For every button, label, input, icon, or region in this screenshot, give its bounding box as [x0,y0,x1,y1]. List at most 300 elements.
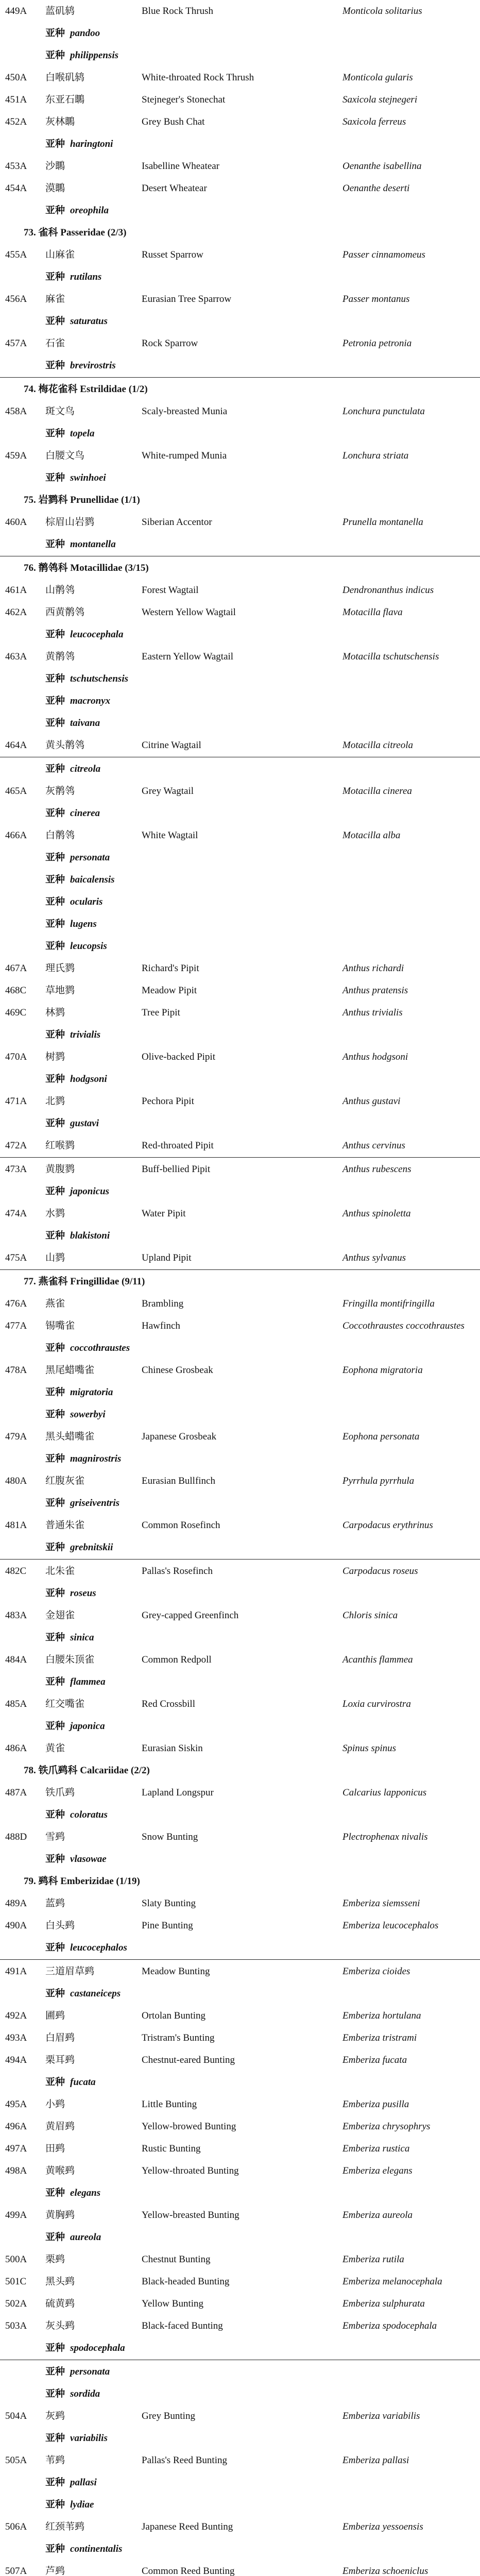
subspecies-row [0,2471,480,2494]
subspecies-name: elegans [70,2188,101,2198]
subspecies-name: castaneiceps [70,1988,121,1999]
subspecies-label: 亚种 [45,874,65,885]
species-row [0,1693,480,1715]
subspecies-entry [45,1804,108,1826]
subspecies-name: coccothraustes [70,1343,130,1353]
species-number: 482C [5,1566,27,1577]
species-row [0,2027,480,2049]
species-number: 492A [5,2010,27,2021]
subspecies-row [0,266,480,288]
species-scientific-name: Emberiza variabilis [342,2411,420,2421]
species-english-name: Desert Wheatear [142,183,207,194]
species-row [0,2160,480,2182]
species-row [0,1247,480,1269]
species-scientific-name: Carpodacus roseus [342,1566,418,1577]
subspecies-label: 亚种 [45,2388,65,2399]
species-english-name: Stejneger's Stonechat [142,94,226,105]
species-chinese-name: 水鹨 [45,1208,65,1219]
subspecies-label: 亚种 [45,673,65,684]
species-row [0,1604,480,1626]
subspecies-entry [45,1112,99,1134]
subspecies-name: japonicus [70,1186,110,1197]
subspecies-label: 亚种 [45,2232,65,2243]
species-chinese-name: 白头鹀 [45,1920,75,1931]
species-row [0,1426,480,1448]
subspecies-row [0,1937,480,1959]
species-chinese-name: 白眉鹀 [45,2032,75,2043]
species-number: 502A [5,2298,27,2309]
subspecies-entry [45,1225,110,1247]
species-chinese-name: 三道眉草鹀 [45,1966,95,1977]
species-row [0,2049,480,2071]
species-chinese-name: 黑尾蜡嘴雀 [45,1365,95,1376]
subspecies-label: 亚种 [45,2433,65,2444]
species-number: 467A [5,963,27,974]
species-row [0,2005,480,2027]
subspecies-label: 亚种 [45,1721,65,1732]
species-row [0,1090,480,1112]
subspecies-label: 亚种 [45,1498,65,1509]
subspecies-label: 亚种 [45,1186,65,1197]
species-number: 480A [5,1476,27,1486]
species-scientific-name: Emberiza pallasi [342,2455,409,2466]
species-english-name: Tree Pipit [142,1007,180,1018]
subspecies-entry [45,935,107,957]
species-english-name: Eastern Yellow Wagtail [142,651,234,662]
subspecies-entry [45,1982,121,2005]
species-number: 501C [5,2276,27,2287]
species-number: 473A [5,1164,27,1175]
subspecies-name: leucocephalos [70,1942,127,1953]
subspecies-row [0,690,480,712]
species-scientific-name: Emberiza hortulana [342,2010,421,2021]
subspecies-name: griseiventris [70,1498,120,1509]
subspecies-name: sinica [70,1632,94,1643]
species-scientific-name: Emberiza tristrami [342,2032,417,2043]
species-scientific-name: Motacilla flava [342,607,403,618]
species-chinese-name: 红交嘴雀 [45,1699,85,1709]
subspecies-name: cinerea [70,808,100,819]
subspecies-row [0,891,480,913]
species-number: 488D [5,1832,27,1842]
subspecies-row [0,1225,480,1247]
species-row [0,177,480,199]
subspecies-entry [45,266,101,288]
species-row [0,66,480,89]
species-scientific-name: Pyrrhula pyrrhula [342,1476,415,1486]
species-chinese-name: 黄胸鹀 [45,2210,75,2221]
subspecies-entry [45,891,102,913]
subspecies-row [0,1112,480,1134]
species-scientific-name: Anthus richardi [342,963,404,974]
species-english-name: Pechora Pipit [142,1096,194,1107]
species-chinese-name: 灰鹡鸰 [45,786,75,796]
subspecies-entry [45,623,123,646]
subspecies-label: 亚种 [45,472,65,483]
species-chinese-name: 西黄鹡鸰 [45,607,85,618]
subspecies-row [0,467,480,489]
species-row [0,1914,480,1937]
species-number: 468C [5,985,27,996]
species-english-name: Common Redpoll [142,1654,212,1665]
subspecies-entry [45,1024,100,1046]
species-number: 472A [5,1140,27,1151]
family-heading-text: 78. 铁爪鹀科 Calcariidae (2/2) [24,1765,150,1776]
species-chinese-name: 东亚石䳭 [45,94,85,105]
species-scientific-name: Emberiza cioides [342,1966,410,1977]
species-row [0,1359,480,1381]
family-heading [0,1870,480,1892]
species-chinese-name: 普通朱雀 [45,1520,85,1531]
species-row [0,445,480,467]
species-chinese-name: 栗耳鹀 [45,2055,75,2065]
species-chinese-name: 山麻雀 [45,249,75,260]
subspecies-row [0,354,480,377]
species-english-name: Common Rosefinch [142,1520,220,1531]
species-scientific-name: Lonchura striata [342,450,409,461]
species-row [0,2138,480,2160]
subspecies-name: flammea [70,1676,106,1687]
subspecies-entry [45,2182,100,2204]
species-scientific-name: Eophona personata [342,1431,420,1442]
species-chinese-name: 黄头鹡鸰 [45,740,85,751]
species-english-name: Pine Bunting [142,1920,193,1931]
subspecies-row [0,1848,480,1870]
subspecies-row [0,1068,480,1090]
species-english-name: Japanese Grosbeak [142,1431,217,1442]
subspecies-row [0,1982,480,2005]
subspecies-row [0,1180,480,1202]
species-row [0,2293,480,2315]
subspecies-entry [45,1403,106,1426]
species-number: 471A [5,1096,27,1107]
species-row [0,1158,480,1180]
species-number: 450A [5,72,27,83]
subspecies-row [0,1582,480,1604]
species-scientific-name: Anthus gustavi [342,1096,401,1107]
species-english-name: Common Reed Bunting [142,2566,235,2576]
species-number: 452A [5,116,27,127]
subspecies-label: 亚种 [45,28,65,39]
species-scientific-name: Emberiza melanocephala [342,2276,442,2287]
species-number: 454A [5,183,27,194]
species-scientific-name: Emberiza rutila [342,2254,404,2265]
subspecies-label: 亚种 [45,50,65,61]
species-scientific-name: Carpodacus erythrinus [342,1520,433,1531]
species-number: 459A [5,450,27,461]
subspecies-name: lydiae [70,2499,94,2510]
section-divider [0,1157,480,1158]
species-english-name: Snow Bunting [142,1832,198,1842]
subspecies-label: 亚种 [45,2077,65,2088]
subspecies-row [0,1715,480,1737]
species-scientific-name: Monticola gularis [342,72,413,83]
subspecies-name: macronyx [70,696,111,706]
subspecies-label: 亚种 [45,629,65,640]
subspecies-entry [45,2361,110,2383]
species-row [0,1202,480,1225]
subspecies-row [0,1381,480,1403]
species-scientific-name: Anthus sylvanus [342,1252,406,1263]
species-chinese-name: 黑头鹀 [45,2276,75,2287]
subspecies-label: 亚种 [45,1676,65,1687]
species-number: 465A [5,786,27,796]
species-scientific-name: Emberiza fucata [342,2055,407,2065]
species-english-name: White Wagtail [142,830,198,841]
subspecies-label: 亚种 [45,1988,65,1999]
family-heading [0,222,480,244]
subspecies-name: personata [70,2366,110,2377]
species-row [0,979,480,1002]
species-row [0,1782,480,1804]
species-scientific-name: Chloris sinica [342,1610,398,1621]
subspecies-label: 亚种 [45,919,65,929]
subspecies-label: 亚种 [45,808,65,819]
species-english-name: Rock Sparrow [142,338,198,349]
subspecies-label: 亚种 [45,1632,65,1643]
species-english-name: Scaly-breasted Munia [142,406,228,417]
subspecies-label: 亚种 [45,428,65,439]
species-scientific-name: Fringilla montifringilla [342,1298,435,1309]
species-scientific-name: Emberiza elegans [342,2165,413,2176]
species-row [0,400,480,422]
subspecies-name: fucata [70,2077,96,2088]
subspecies-name: rutilans [70,272,102,282]
species-row [0,332,480,354]
species-english-name: Yellow-breasted Bunting [142,2210,239,2221]
subspecies-name: trivialis [70,1029,101,1040]
subspecies-name: ocularis [70,896,103,907]
species-chinese-name: 北朱雀 [45,1566,75,1577]
subspecies-row [0,668,480,690]
subspecies-entry [45,133,113,155]
species-scientific-name: Calcarius lapponicus [342,1787,427,1798]
subspecies-entry [45,533,116,555]
species-number: 486A [5,1743,27,1754]
subspecies-row [0,22,480,44]
subspecies-entry [45,310,108,332]
species-english-name: Forest Wagtail [142,585,199,596]
family-heading-text: 75. 岩鹨科 Prunellidae (1/1) [24,495,140,505]
species-english-name: Eurasian Bullfinch [142,1476,215,1486]
species-number: 456A [5,294,27,304]
species-chinese-name: 白腰文鸟 [45,450,85,461]
species-number: 464A [5,740,27,751]
species-scientific-name: Dendronanthus indicus [342,585,434,596]
subspecies-entry [45,2494,94,2516]
subspecies-entry [45,2427,108,2449]
species-chinese-name: 黄眉鹀 [45,2121,75,2132]
species-chinese-name: 铁爪鹀 [45,1787,75,1798]
species-english-name: Grey Bush Chat [142,116,205,127]
species-row [0,646,480,668]
species-row [0,601,480,623]
subspecies-row [0,2383,480,2405]
subspecies-entry [45,869,115,891]
subspecies-row [0,1337,480,1359]
species-row [0,155,480,177]
species-english-name: Meadow Bunting [142,1966,210,1977]
family-heading [0,1270,480,1293]
subspecies-label: 亚种 [45,941,65,952]
species-english-name: White-throated Rock Thrush [142,72,254,83]
species-row [0,1134,480,1157]
species-number: 500A [5,2254,27,2265]
species-number: 457A [5,338,27,349]
subspecies-row [0,1671,480,1693]
species-chinese-name: 红腹灰雀 [45,1476,85,1486]
subspecies-entry [45,22,100,44]
species-scientific-name: Emberiza rustica [342,2143,410,2154]
family-heading-text: 74. 梅花雀科 Estrildidae (1/2) [24,384,148,395]
species-chinese-name: 蓝矶鸫 [45,6,75,16]
subspecies-entry [45,2337,125,2359]
species-row [0,2449,480,2471]
species-number: 451A [5,94,27,105]
subspecies-name: coloratus [70,1809,108,1820]
subspecies-name: sowerbyi [70,1409,106,1420]
species-english-name: Buff-bellied Pipit [142,1164,211,1175]
species-english-name: Little Bunting [142,2099,197,2110]
species-scientific-name: Emberiza chrysophrys [342,2121,431,2132]
subspecies-row [0,1024,480,1046]
species-english-name: Water Pipit [142,1208,186,1219]
subspecies-entry [45,758,100,780]
subspecies-label: 亚种 [45,696,65,706]
subspecies-name: hodgsoni [70,1074,107,1084]
family-heading-text: 76. 鹡鸰科 Motacillidae (3/15) [24,563,149,573]
subspecies-label: 亚种 [45,1809,65,1820]
species-english-name: Western Yellow Wagtail [142,607,236,618]
species-row [0,2248,480,2270]
subspecies-entry [45,2226,101,2248]
species-number: 485A [5,1699,27,1709]
species-row [0,1315,480,1337]
species-row [0,780,480,802]
species-number: 504A [5,2411,27,2421]
subspecies-name: haringtoni [70,139,113,149]
subspecies-label: 亚种 [45,1453,65,1464]
species-chinese-name: 树鹨 [45,1052,65,1062]
species-english-name: Hawfinch [142,1320,180,1331]
species-scientific-name: Oenanthe isabellina [342,161,422,172]
species-scientific-name: Anthus cervinus [342,1140,405,1151]
species-scientific-name: Monticola solitarius [342,6,422,16]
species-english-name: Yellow-browed Bunting [142,2121,236,2132]
species-row [0,1470,480,1492]
species-row [0,824,480,846]
species-scientific-name: Emberiza leucocephalos [342,1920,439,1931]
subspecies-name: tschutschensis [70,673,128,684]
species-english-name: White-rumped Munia [142,450,227,461]
species-chinese-name: 雪鹀 [45,1832,65,1842]
species-chinese-name: 理氏鹨 [45,963,75,974]
species-chinese-name: 白腰朱顶雀 [45,1654,95,1665]
subspecies-name: blakistoni [70,1230,110,1241]
subspecies-name: citreola [70,764,101,774]
subspecies-name: taivana [70,718,100,728]
subspecies-entry [45,1381,113,1403]
species-row [0,2115,480,2138]
subspecies-label: 亚种 [45,1230,65,1241]
subspecies-name: pallasi [70,2477,97,2488]
family-heading-text: 73. 雀科 Passeridae (2/3) [24,227,127,238]
family-heading [0,489,480,511]
subspecies-name: leucocephala [70,629,124,640]
species-english-name: Lapland Longspur [142,1787,214,1798]
species-scientific-name: Plectrophenax nivalis [342,1832,428,1842]
species-number: 475A [5,1252,27,1263]
species-number: 493A [5,2032,27,2043]
subspecies-entry [45,1536,113,1558]
subspecies-label: 亚种 [45,1029,65,1040]
family-heading [0,557,480,579]
family-heading-text: 79. 鹀科 Emberizidae (1/19) [24,1876,140,1887]
family-heading-text: 77. 燕雀科 Fringillidae (9/11) [24,1276,145,1287]
subspecies-row [0,310,480,332]
subspecies-name: variabilis [70,2433,108,2444]
species-row [0,2560,480,2576]
species-chinese-name: 黄腹鹨 [45,1164,75,1175]
species-scientific-name: Saxicola ferreus [342,116,406,127]
subspecies-name: personata [70,852,110,863]
species-english-name: Japanese Reed Bunting [142,2521,233,2532]
species-english-name: Grey-capped Greenfinch [142,1610,239,1621]
subspecies-entry [45,44,118,66]
species-english-name: Red-throated Pipit [142,1140,214,1151]
species-chinese-name: 小鹀 [45,2099,65,2110]
species-chinese-name: 白鹡鸰 [45,830,75,841]
subspecies-row [0,2071,480,2093]
species-number: 458A [5,406,27,417]
subspecies-entry [45,846,110,869]
subspecies-label: 亚种 [45,1854,65,1865]
subspecies-entry [45,802,100,824]
species-english-name: Isabelline Wheatear [142,161,220,172]
species-english-name: Brambling [142,1298,184,1309]
subspecies-entry [45,2538,122,2560]
species-chinese-name: 灰鹀 [45,2411,65,2421]
species-scientific-name: Emberiza aureola [342,2210,413,2221]
species-number: 474A [5,1208,27,1219]
subspecies-label: 亚种 [45,718,65,728]
species-scientific-name: Emberiza schoeniclus [342,2566,428,2576]
subspecies-name: sordida [70,2388,100,2399]
species-number: 506A [5,2521,27,2532]
species-scientific-name: Motacilla citreola [342,740,414,751]
subspecies-row [0,2337,480,2359]
species-number: 476A [5,1298,27,1309]
subspecies-label: 亚种 [45,1409,65,1420]
species-chinese-name: 黄鹡鸰 [45,651,75,662]
subspecies-row [0,133,480,155]
section-divider [0,1559,480,1560]
subspecies-label: 亚种 [45,205,65,216]
species-row [0,1514,480,1536]
species-number: 479A [5,1431,27,1442]
subspecies-name: pandoo [70,28,100,39]
species-chinese-name: 棕眉山岩鹨 [45,517,95,528]
subspecies-entry [45,422,95,445]
species-number: 477A [5,1320,27,1331]
species-english-name: Yellow-throated Bunting [142,2165,239,2176]
species-chinese-name: 苇鹀 [45,2455,65,2466]
subspecies-entry [45,1448,121,1470]
species-scientific-name: Emberiza sulphurata [342,2298,425,2309]
species-number: 505A [5,2455,27,2466]
species-number: 449A [5,6,27,16]
subspecies-label: 亚种 [45,1588,65,1599]
